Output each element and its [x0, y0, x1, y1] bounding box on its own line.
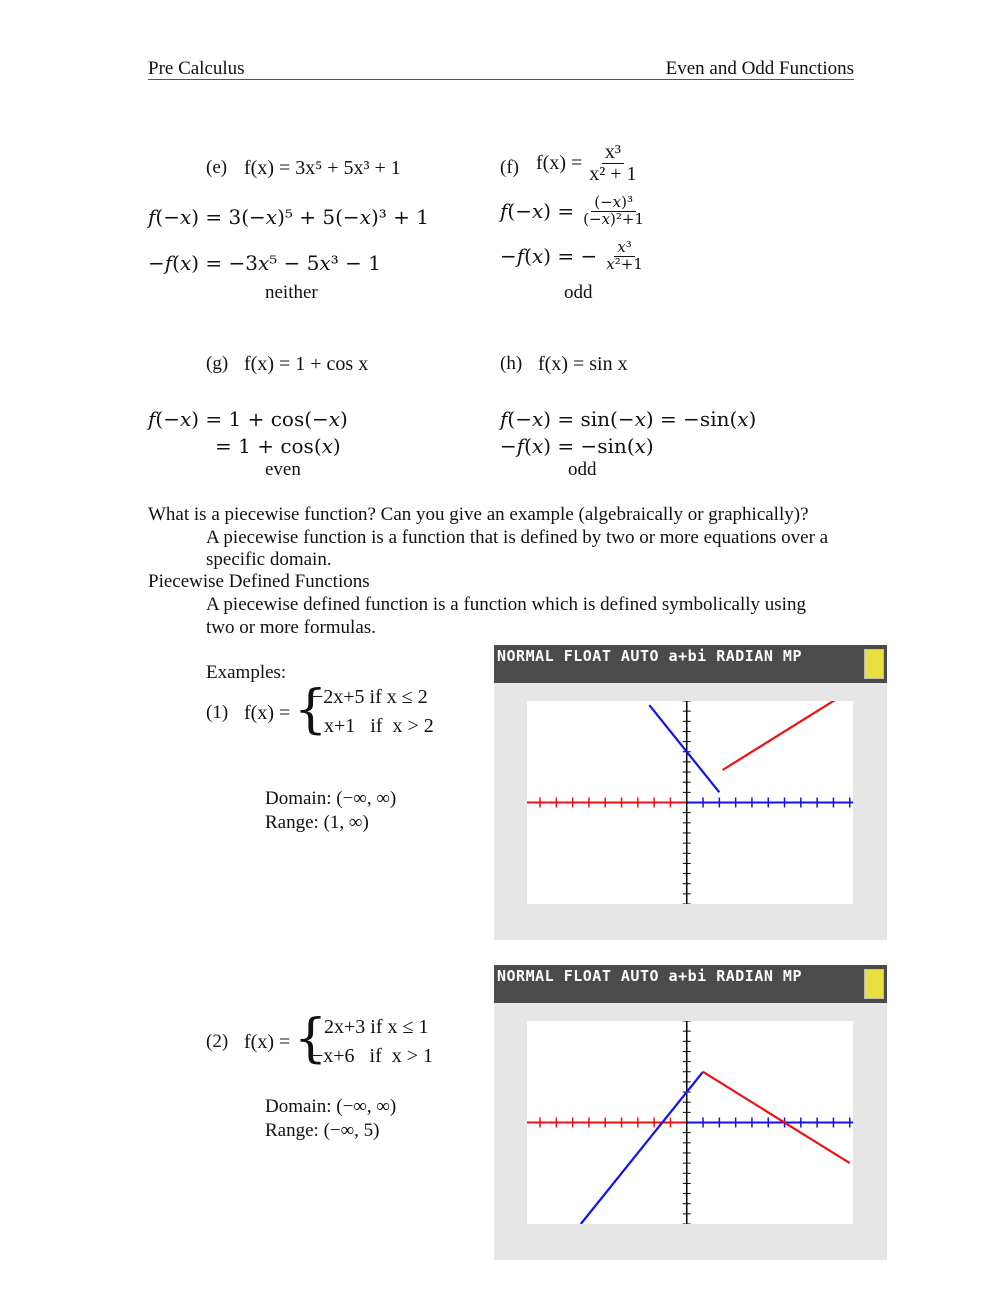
- problem-g-line2: = 1 + cos(𝑥): [215, 434, 341, 458]
- calculator-screen-2: [494, 965, 887, 1260]
- example2-brace: {: [294, 1009, 328, 1069]
- header-left: Pre Calculus: [148, 58, 245, 79]
- problem-h-function: f(x) = sin x: [538, 353, 628, 375]
- problem-e-answer: neither: [265, 282, 318, 303]
- problem-e-label: (e): [206, 157, 228, 178]
- problem-f-fneg-lhs: 𝑓(−𝑥) =: [500, 199, 575, 224]
- problem-f-answer: odd: [564, 282, 593, 303]
- problem-f-fneg-denominator: (−𝑥)²+1: [583, 209, 645, 228]
- problem-h-line2: −𝑓(𝑥) = −sin(𝑥): [500, 434, 654, 458]
- example2-case1: 2x+3 if x ≤ 1: [324, 1016, 429, 1038]
- graph-1: [494, 645, 887, 940]
- examples-label: Examples:: [206, 662, 287, 683]
- problem-f-label: (f): [500, 157, 519, 178]
- example2-case2: −x+6 if x > 1: [312, 1045, 434, 1067]
- example1-range: Range: (1, ∞): [265, 812, 369, 833]
- piecewise-heading: Piecewise Defined Functions: [148, 571, 370, 592]
- problem-f-negf-lhs: −𝑓(𝑥) = −: [500, 244, 598, 269]
- problem-f-negf-denominator: 𝑥²+1: [606, 254, 643, 273]
- example1-case2: x+1 if x > 2: [324, 715, 434, 737]
- example2-lhs: f(x) =: [244, 1031, 291, 1053]
- example1-domain: Domain: (−∞, ∞): [265, 788, 397, 809]
- example2-domain: Domain: (−∞, ∞): [265, 1096, 397, 1117]
- problem-f-fneg-fraction: [580, 195, 647, 228]
- problem-f-lhs: f(x) =: [536, 152, 583, 174]
- calculator-2-status-text: NORMAL FLOAT AUTO a+bi RADIAN MP: [497, 967, 802, 985]
- series-line-1: [581, 1072, 703, 1224]
- calculator-1-status-text: NORMAL FLOAT AUTO a+bi RADIAN MP: [497, 647, 802, 665]
- problem-e-neg-f-x: −𝑓(𝑥) = −3𝑥⁵ − 5𝑥³ − 1: [148, 251, 381, 275]
- example2-range: Range: (−∞, 5): [265, 1120, 380, 1141]
- problem-f-negf-fraction: [603, 240, 646, 273]
- piecewise-definition-line1: A piecewise defined function is a function which is defined symbolically using: [206, 594, 806, 615]
- series-line-1: [649, 705, 719, 792]
- series-line-2: [703, 1072, 850, 1163]
- problem-f-negf-numerator: 𝑥³: [614, 240, 634, 257]
- header-right: Even and Odd Functions: [665, 58, 854, 79]
- problem-h-answer: odd: [568, 459, 597, 480]
- example1-brace: {: [294, 680, 328, 740]
- problem-f-fraction: [586, 142, 639, 185]
- problem-f-numerator: x³: [602, 142, 624, 164]
- problem-f-fneg-numerator: (−𝑥)³: [591, 195, 636, 212]
- example1-case1: −2x+5 if x ≤ 2: [312, 686, 428, 708]
- example1-lhs: f(x) =: [244, 702, 291, 724]
- piecewise-question: What is a piecewise function? Can you give an example (algebraically or graphically)?: [148, 504, 809, 525]
- piecewise-definition-line2: two or more formulas.: [206, 617, 376, 638]
- problem-h-line1: 𝑓(−𝑥) = sin(−𝑥) = −sin(𝑥): [500, 407, 757, 431]
- problem-f-neg-f-x: [500, 240, 646, 273]
- problem-h-label: (h): [500, 353, 523, 374]
- header-rule: [148, 79, 854, 80]
- problem-g-answer: even: [265, 459, 301, 480]
- piecewise-answer-line2: specific domain.: [206, 549, 332, 570]
- problem-e-function: f(x) = 3x⁵ + 5x³ + 1: [244, 157, 401, 179]
- piecewise-answer-line1: A piecewise function is a function that is defined by two or more equations over a: [206, 527, 829, 548]
- problem-f-f-neg-x: [500, 195, 647, 228]
- problem-g-line1: 𝑓(−𝑥) = 1 + cos(−𝑥): [148, 407, 348, 431]
- problem-e-f-neg-x: 𝑓(−𝑥) = 3(−𝑥)⁵ + 5(−𝑥)³ + 1: [148, 205, 429, 229]
- problem-g-function: f(x) = 1 + cos x: [244, 353, 369, 375]
- problem-f-function: [536, 142, 640, 185]
- calculator-screen-1: [494, 645, 887, 940]
- example1-label: (1): [206, 702, 229, 723]
- problem-f-denominator: x² + 1: [589, 163, 637, 185]
- graph-plot-group: [524, 696, 853, 904]
- graph-2: [494, 965, 887, 1260]
- problem-g-label: (g): [206, 353, 229, 374]
- example2-label: (2): [206, 1031, 229, 1052]
- series-line-2: [723, 696, 842, 770]
- graph-plot-group: [524, 1021, 853, 1224]
